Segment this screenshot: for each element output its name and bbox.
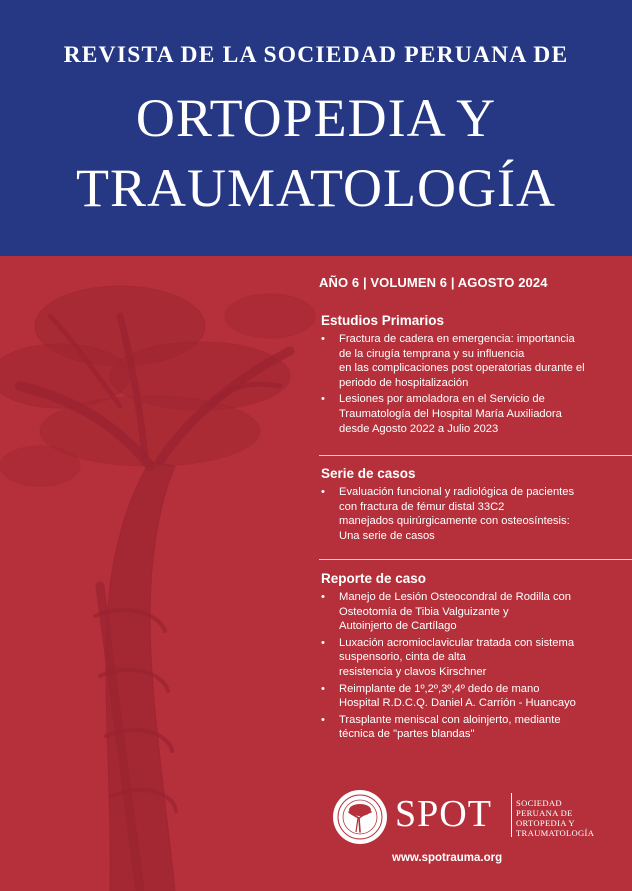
list-item: • Fractura de cadera en emergencia: importancia de la cirugía temprana y su influencia en las complicaciones post operatorias durante el periodo de hospitalización: [319, 332, 619, 390]
section-title-serie-de-casos: Serie de casos: [321, 466, 416, 481]
spot-seal-logo: [331, 788, 389, 846]
list-item: • Trasplante meniscal con aloinjerto, mediante técnica de "partes blandas": [319, 713, 619, 742]
divider: [319, 455, 632, 456]
issue-info: AÑO 6 | VOLUMEN 6 | AGOSTO 2024: [319, 275, 548, 290]
logo-divider: [511, 793, 512, 837]
list-item: • Luxación acromioclavicular tratada con sistema suspensorio, cinta de alta resistencia y clavos Kirschner: [319, 636, 619, 680]
journal-title-line-2: TRAUMATOLOGÍA: [76, 158, 556, 218]
logo-wordmark: SPOT: [395, 793, 492, 835]
divider: [319, 559, 632, 560]
section-list-reporte-de-caso: [319, 590, 619, 744]
journal-supertitle: REVISTA DE LA SOCIEDAD PERUANA DE: [63, 42, 569, 68]
list-item: • Reimplante de 1º,2º,3º,4º dedo de mano Hospital R.D.C.Q. Daniel A. Carrión - Huancayo: [319, 682, 619, 711]
section-list-estudios-primarios: [319, 332, 619, 438]
list-item: • Lesiones por amoladora en el Servicio de Traumatología del Hospital María Auxiliadora desde Agosto 2022 a Julio 2023: [319, 392, 619, 436]
cover-body: [0, 256, 632, 891]
list-item: • Manejo de Lesión Osteocondral de Rodilla con Osteotomía de Tibia Valguizante y Autoinjerto de Cartílago: [319, 590, 619, 634]
journal-title-line-1: ORTOPEDIA Y: [135, 88, 497, 148]
list-item: • Evaluación funcional y radiológica de pacientes con fractura de fémur distal 33C2 manejados quirúrgicamente con osteosíntesis: Una serie de casos: [319, 485, 619, 543]
logo-subtitle: SOCIEDAD PERUANA DE ORTOPEDIA Y TRAUMATOLOGÍA: [516, 798, 595, 838]
section-title-estudios-primarios: Estudios Primarios: [321, 313, 445, 328]
website-url[interactable]: www.spotrauma.org: [392, 852, 503, 864]
tree-illustration: [0, 256, 360, 891]
section-title-reporte-de-caso: Reporte de caso: [321, 571, 427, 586]
section-list-serie-de-casos: [319, 485, 619, 545]
cover-header: [0, 0, 632, 256]
